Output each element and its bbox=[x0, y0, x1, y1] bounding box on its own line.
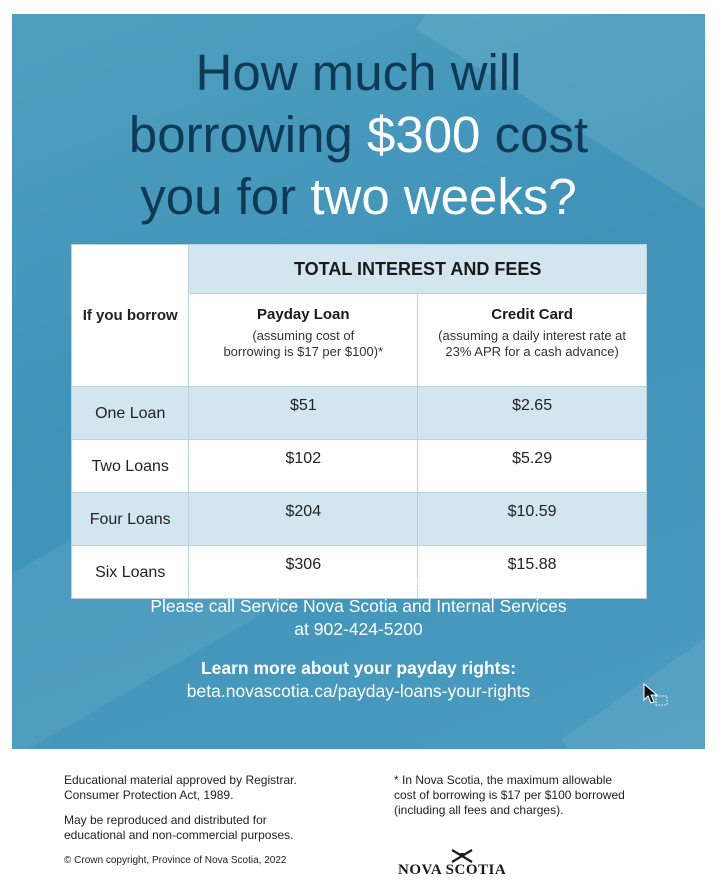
footer-left bbox=[64, 773, 354, 878]
payday-header bbox=[189, 294, 418, 387]
poster bbox=[12, 14, 705, 749]
headline-line2-post: cost bbox=[480, 106, 589, 163]
payday-title: Payday Loan bbox=[257, 306, 350, 323]
contact-line1: Please call Service Nova Scotia and Internal Services bbox=[150, 596, 567, 616]
footer-note bbox=[394, 773, 664, 818]
payday-note-line1: (assuming cost of bbox=[252, 328, 355, 343]
logo-text: NOVA SCOTIA bbox=[398, 862, 507, 878]
copyright-text: © Crown copyright, Province of Nova Scotia, 2022 bbox=[64, 855, 287, 866]
headline-line1: How much will bbox=[195, 44, 522, 101]
credit-note bbox=[418, 328, 646, 360]
payday-cost: $306 bbox=[189, 546, 418, 599]
learn-more-block bbox=[12, 657, 705, 703]
learn-url-link[interactable]: beta.novascotia.ca/payday-loans-your-rights bbox=[186, 681, 531, 701]
contact-block bbox=[12, 572, 705, 641]
cost-comparison-table bbox=[71, 244, 647, 599]
payday-note bbox=[189, 328, 417, 360]
learn-heading: Learn more about your payday rights: bbox=[200, 658, 517, 678]
row-label: Four Loans bbox=[72, 493, 189, 546]
payday-cost: $51 bbox=[189, 387, 418, 440]
headline-amount: $300 bbox=[366, 106, 481, 163]
payday-cost: $102 bbox=[189, 440, 418, 493]
credit-note-line2: 23% APR for a cash advance) bbox=[445, 344, 619, 359]
note-line3: (including all fees and charges). bbox=[394, 803, 564, 817]
headline-line2-pre: borrowing bbox=[128, 106, 367, 163]
payday-cost: $204 bbox=[189, 493, 418, 546]
approval-line1: Educational material approved by Registrar. bbox=[64, 773, 297, 787]
credit-cost: $5.29 bbox=[418, 440, 647, 493]
row-label: One Loan bbox=[72, 387, 189, 440]
approval-text bbox=[64, 773, 354, 803]
corner-label: If you borrow bbox=[72, 245, 189, 387]
reproduce-line2: educational and non-commercial purposes. bbox=[64, 828, 294, 842]
note-line2: cost of borrowing is $17 per $100 borrowed bbox=[394, 788, 625, 802]
contact-phone: at 902-424-5200 bbox=[294, 619, 423, 639]
credit-cost: $15.88 bbox=[418, 546, 647, 599]
credit-cost: $2.65 bbox=[418, 387, 647, 440]
table-row bbox=[72, 493, 647, 546]
reproduce-line1: May be reproduced and distributed for bbox=[64, 813, 267, 827]
credit-note-line1: (assuming a daily interest rate at bbox=[438, 328, 627, 343]
headline-highlight: two weeks? bbox=[310, 168, 577, 225]
table-row bbox=[72, 440, 647, 493]
credit-header bbox=[418, 294, 647, 387]
reproduce-text bbox=[64, 813, 354, 843]
row-label: Six Loans bbox=[72, 546, 189, 599]
headline-line3-pre: you for bbox=[140, 168, 311, 225]
credit-cost: $10.59 bbox=[418, 493, 647, 546]
payday-note-line2: borrowing is $17 per $100)* bbox=[223, 344, 384, 359]
note-line1: * In Nova Scotia, the maximum allowable bbox=[394, 773, 613, 787]
group-header: TOTAL INTEREST AND FEES bbox=[189, 245, 647, 294]
headline bbox=[12, 42, 705, 228]
row-label: Two Loans bbox=[72, 440, 189, 493]
mouse-cursor-icon bbox=[642, 682, 672, 712]
credit-title: Credit Card bbox=[491, 306, 573, 323]
contact-heading: Complaint? Concern? bbox=[267, 573, 450, 593]
approval-line2: Consumer Protection Act, 1989. bbox=[64, 788, 234, 802]
nova-scotia-logo bbox=[398, 848, 528, 882]
table-row bbox=[72, 387, 647, 440]
